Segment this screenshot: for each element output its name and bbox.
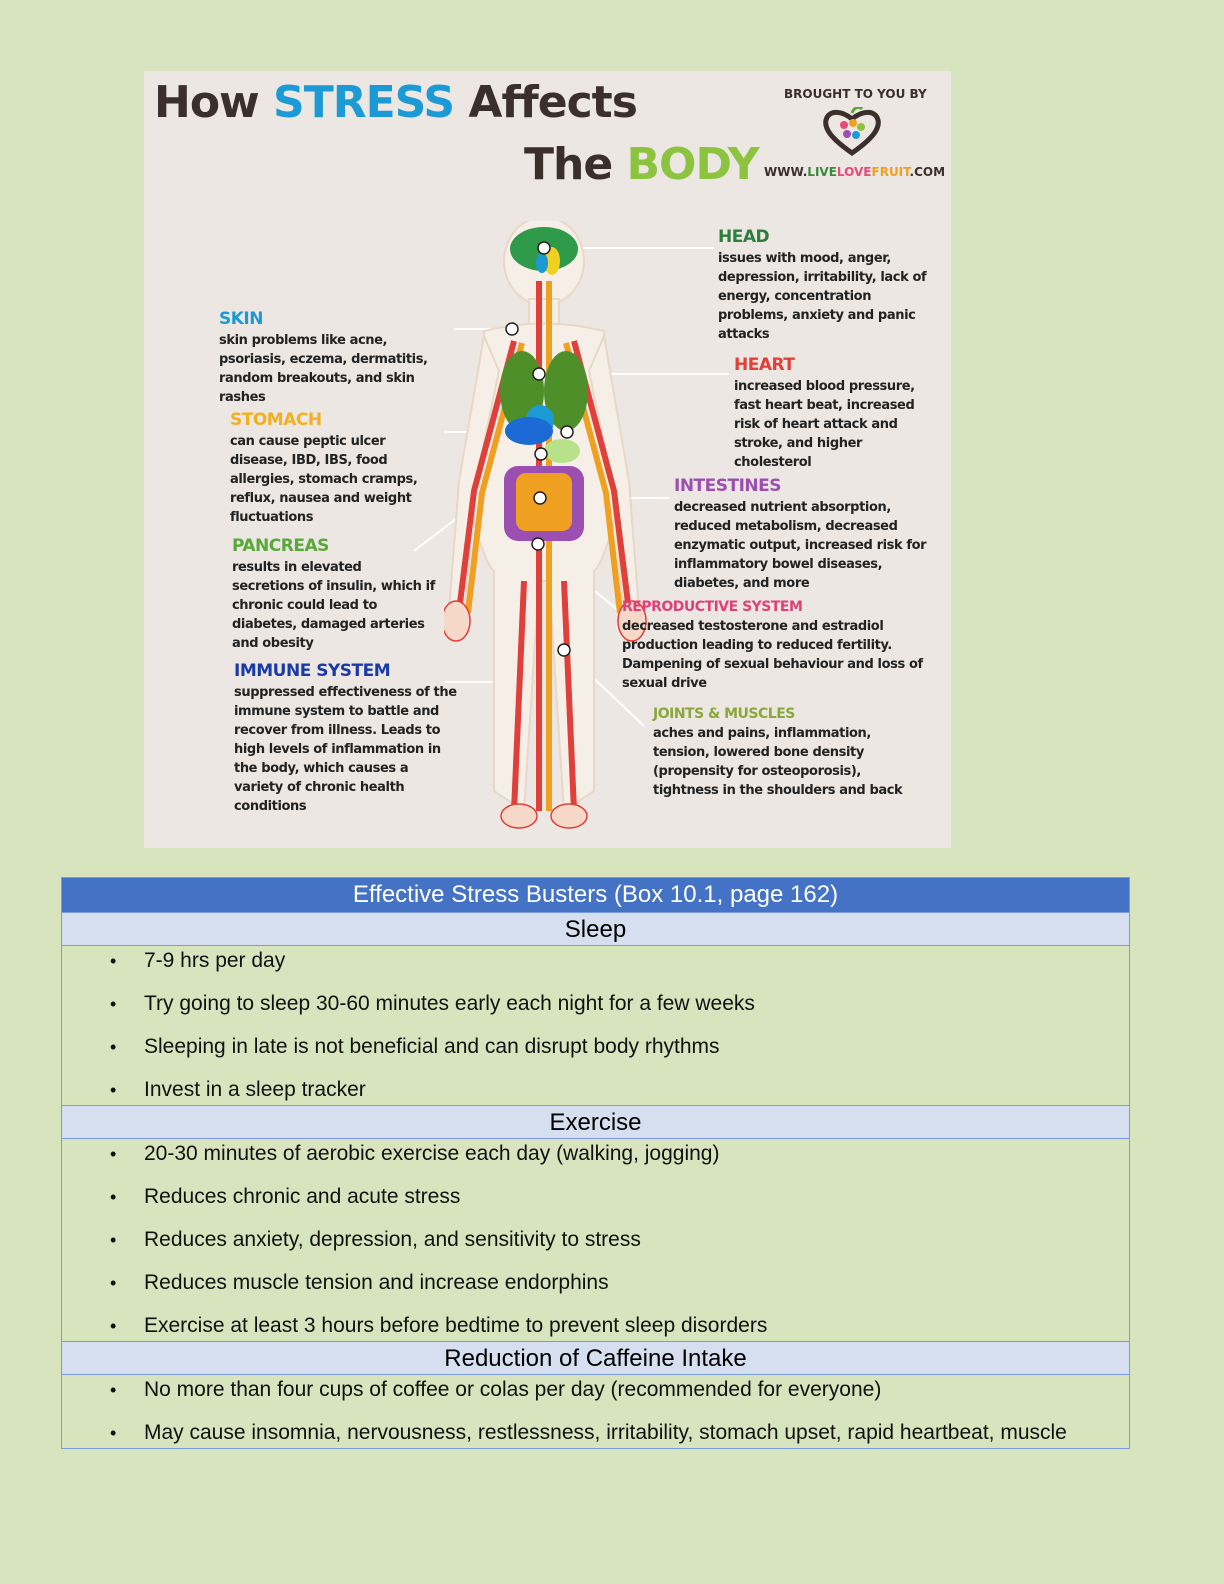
label-stomach — [230, 410, 445, 527]
list-item: • Reduces anxiety, depression, and sensitivity to stress — [62, 1225, 1129, 1268]
title-body: BODY — [626, 139, 759, 190]
label-pancreas — [232, 536, 437, 653]
table-title: Effective Stress Busters (Box 10.1, page 162) — [62, 878, 1129, 912]
title-how: How — [154, 77, 259, 128]
label-heart — [734, 355, 939, 472]
title-affects: Affects — [468, 77, 637, 128]
title-stress: STRESS — [273, 77, 455, 128]
label-stomach-text: can cause peptic ulcer disease, IBD, IBS, food allergies, stomach cramps, reflux, nausea and weight fluctuations — [230, 434, 418, 525]
section-heading-sleep: Sleep — [62, 912, 1129, 946]
caffeine-list — [62, 1375, 1129, 1448]
list-item: • Exercise at least 3 hours before bedtime to prevent sleep disorders — [62, 1311, 1129, 1341]
brand-url-part: LIVE — [807, 165, 837, 179]
label-pancreas-text: results in elevated secretions of insulin, which if chronic could lead to diabetes, damaged arteries and obesity — [232, 560, 435, 651]
label-skin-title: SKIN — [219, 309, 263, 329]
exercise-list — [62, 1139, 1129, 1341]
list-item: • 20-30 minutes of aerobic exercise each day (walking, jogging) — [62, 1139, 1129, 1182]
brand-url-part: LOVE — [836, 165, 872, 179]
label-heart-title: HEART — [734, 355, 795, 375]
label-intestines-title: INTESTINES — [674, 476, 782, 496]
sleep-list — [62, 946, 1129, 1105]
label-immune-text: suppressed effectiveness of the immune system to battle and recover from illness. Leads to high levels of inflammation in the body, which causes a variety of chronic health conditions — [234, 685, 457, 814]
list-item: • Sleeping in late is not beneficial and can disrupt body rhythms — [62, 1032, 1129, 1075]
list-item: • 7-9 hrs per day — [62, 946, 1129, 989]
label-intestines-text: decreased nutrient absorption, reduced metabolism, decreased enzymatic output, increased risk for inflammatory bowel diseases, diabetes, and more — [674, 500, 927, 591]
stress-infographic — [144, 71, 951, 848]
list-item: • Invest in a sleep tracker — [62, 1075, 1129, 1105]
section-heading-exercise: Exercise — [62, 1105, 1129, 1139]
label-head-text: issues with mood, anger, depression, irritability, lack of energy, concentration problems, anxiety and panic attacks — [718, 251, 927, 342]
label-joints-text: aches and pains, inflammation, tension, lowered bone density (propensity for osteoporosis), tightness in the shoulders and back — [653, 726, 903, 798]
label-immune — [234, 661, 459, 816]
human-body-illustration — [444, 221, 654, 831]
label-reproductive-text: decreased testosterone and estradiol production leading to reduced fertility. Dampening of sexual behaviour and loss of sexual drive — [622, 619, 923, 691]
label-head — [718, 227, 938, 344]
label-head-title: HEAD — [718, 227, 770, 247]
label-joints-title: JOINTS & MUSCLES — [653, 706, 795, 722]
label-reproductive-title: REPRODUCTIVE SYSTEM — [622, 599, 803, 615]
label-intestines — [674, 476, 946, 593]
label-heart-text: increased blood pressure, fast heart beat, increased risk of heart attack and stroke, and higher cholesterol — [734, 379, 915, 470]
title-the: The — [524, 139, 613, 190]
list-item: • May cause insomnia, nervousness, restlessness, irritability, stomach upset, rapid heartbeat, muscle — [62, 1418, 1129, 1448]
brand-url-part: WWW. — [764, 165, 808, 179]
list-item: • No more than four cups of coffee or colas per day (recommended for everyone) — [62, 1375, 1129, 1418]
label-immune-title: IMMUNE SYSTEM — [234, 661, 391, 681]
label-joints — [653, 706, 928, 800]
label-stomach-title: STOMACH — [230, 410, 322, 430]
label-skin — [219, 309, 449, 407]
list-item: • Reduces muscle tension and increase endorphins — [62, 1268, 1129, 1311]
label-reproductive — [622, 599, 947, 693]
list-item: • Reduces chronic and acute stress — [62, 1182, 1129, 1225]
label-pancreas-title: PANCREAS — [232, 536, 329, 556]
brand-url-part: .COM — [909, 165, 946, 179]
list-item: • Try going to sleep 30-60 minutes early each night for a few weeks — [62, 989, 1129, 1032]
section-heading-caffeine: Reduction of Caffeine Intake — [62, 1341, 1129, 1375]
brand-url-part: FRUIT — [871, 165, 910, 179]
stress-busters-table — [61, 877, 1130, 1449]
label-skin-text: skin problems like acne, psoriasis, eczema, dermatitis, random breakouts, and skin rashes — [219, 333, 428, 405]
brand-tagline: BROUGHT TO YOU BY — [784, 87, 927, 101]
